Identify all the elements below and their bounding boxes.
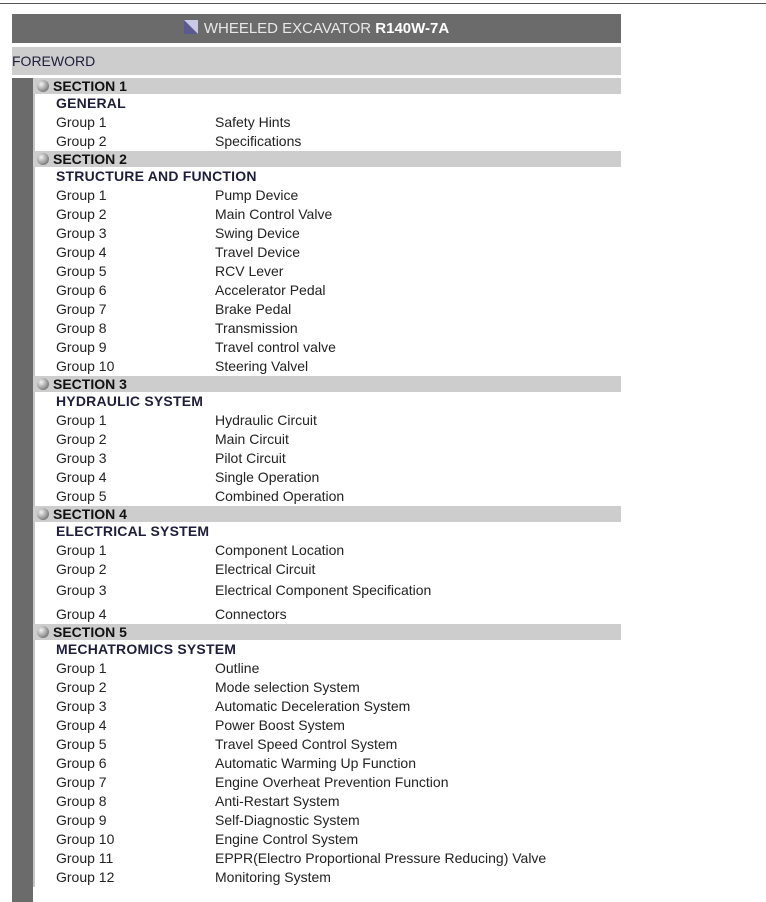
group-number: Group 1	[56, 187, 107, 203]
group-title: Brake Pedal	[215, 301, 292, 317]
group-title: Automatic Deceleration System	[215, 698, 411, 714]
group-link[interactable]	[56, 224, 621, 243]
group-link[interactable]	[56, 792, 621, 811]
section-label: SECTION 4	[53, 506, 127, 522]
group-title: Monitoring System	[215, 869, 331, 885]
section-header[interactable]	[33, 506, 621, 522]
group-title: Accelerator Pedal	[215, 282, 326, 298]
group-number: Group 11	[56, 850, 114, 866]
group-link[interactable]	[56, 449, 621, 468]
section-label: SECTION 1	[53, 78, 127, 94]
group-link[interactable]	[56, 754, 621, 773]
group-link[interactable]	[56, 468, 621, 487]
group-number: Group 4	[56, 606, 107, 622]
group-link[interactable]	[56, 205, 621, 224]
section-header[interactable]	[33, 151, 621, 167]
group-link[interactable]	[56, 262, 621, 281]
group-link[interactable]	[56, 319, 621, 338]
group-link[interactable]	[56, 541, 621, 560]
group-title: Self-Diagnostic System	[215, 812, 360, 828]
section-label: SECTION 5	[53, 624, 127, 640]
group-number: Group 2	[56, 206, 107, 222]
group-number: Group 2	[56, 431, 107, 447]
group-link[interactable]	[56, 186, 621, 205]
group-number: Group 10	[56, 831, 115, 847]
group-title: Single Operation	[215, 469, 320, 485]
group-title: Engine Overheat Prevention Function	[215, 774, 449, 790]
group-title: Steering Valvel	[215, 358, 309, 374]
group-link[interactable]	[56, 579, 621, 601]
group-number: Group 5	[56, 736, 107, 752]
group-link[interactable]	[56, 430, 621, 449]
group-title: Pump Device	[215, 187, 299, 203]
section-header[interactable]	[33, 624, 621, 640]
group-link[interactable]	[56, 659, 621, 678]
group-number: Group 4	[56, 717, 107, 733]
section-title: HYDRAULIC SYSTEM	[56, 393, 204, 409]
section-title: MECHATROMICS SYSTEM	[56, 641, 237, 657]
section-header[interactable]	[33, 78, 621, 94]
group-number: Group 3	[56, 698, 107, 714]
group-number: Group 9	[56, 339, 107, 355]
group-link[interactable]	[56, 132, 621, 151]
group-link[interactable]	[56, 735, 621, 754]
group-number: Group 1	[56, 542, 107, 558]
group-number: Group 10	[56, 358, 115, 374]
bullet-icon	[37, 80, 49, 92]
group-link[interactable]	[56, 281, 621, 300]
group-number: Group 6	[56, 755, 107, 771]
group-title: Automatic Warming Up Function	[215, 755, 416, 771]
group-title: Power Boost System	[215, 717, 345, 733]
group-number: Group 8	[56, 793, 107, 809]
group-link[interactable]	[56, 560, 621, 579]
group-number: Group 8	[56, 320, 107, 336]
group-number: Group 7	[56, 774, 107, 790]
group-link[interactable]	[56, 849, 621, 868]
group-link[interactable]	[56, 773, 621, 792]
group-number: Group 3	[56, 450, 107, 466]
group-title: Electrical Circuit	[215, 561, 316, 577]
group-title: Connectors	[215, 606, 287, 622]
group-link[interactable]	[56, 338, 621, 357]
group-title: Hydraulic Circuit	[215, 412, 317, 428]
group-title: RCV Lever	[215, 263, 284, 279]
group-number: Group 3	[56, 225, 107, 241]
group-title: Anti-Restart System	[215, 793, 340, 809]
group-title: Travel control valve	[215, 339, 336, 355]
group-number: Group 1	[56, 114, 107, 130]
group-link[interactable]	[56, 601, 621, 624]
group-number: Group 4	[56, 244, 107, 260]
group-title: Electrical Component Specification	[215, 582, 432, 598]
left-margin-bar	[12, 78, 33, 902]
group-number: Group 12	[56, 869, 115, 885]
bullet-icon	[37, 153, 49, 165]
bullet-icon	[37, 378, 49, 390]
group-number: Group 2	[56, 561, 107, 577]
group-number: Group 5	[56, 263, 107, 279]
group-number: Group 1	[56, 412, 107, 428]
group-title: Outline	[215, 660, 260, 676]
group-link[interactable]	[56, 113, 621, 132]
section-body	[33, 640, 621, 887]
section-body	[33, 94, 621, 151]
group-title: Engine Control System	[215, 831, 359, 847]
section-list	[33, 78, 621, 887]
group-number: Group 2	[56, 679, 107, 695]
group-link[interactable]	[56, 243, 621, 262]
group-number: Group 7	[56, 301, 107, 317]
model-name: R140W-7A	[375, 20, 450, 37]
group-link[interactable]	[56, 678, 621, 697]
group-title: Main Circuit	[215, 431, 289, 447]
group-link[interactable]	[56, 716, 621, 735]
group-title: Main Control Valve	[215, 206, 333, 222]
title-bar	[12, 14, 621, 43]
group-number: Group 6	[56, 282, 107, 298]
bullet-icon	[37, 508, 49, 520]
group-title: EPPR(Electro Proportional Pressure Reducing) Valve	[215, 850, 547, 866]
group-link[interactable]	[56, 868, 621, 887]
group-link[interactable]	[56, 411, 621, 430]
group-number: Group 4	[56, 469, 107, 485]
group-title: Travel Device	[215, 244, 301, 260]
document-icon	[184, 20, 198, 34]
group-title: Swing Device	[215, 225, 300, 241]
group-number: Group 2	[56, 133, 107, 149]
group-title: Transmission	[215, 320, 298, 336]
group-link[interactable]	[56, 697, 621, 716]
group-title: Specifications	[215, 133, 302, 149]
group-title: Safety Hints	[215, 114, 291, 130]
group-number: Group 5	[56, 488, 107, 504]
title-text: WHEELED EXCAVATOR	[203, 20, 372, 37]
group-link[interactable]	[56, 811, 621, 830]
section-body	[33, 392, 621, 506]
group-link[interactable]	[56, 830, 621, 849]
section-title: ELECTRICAL SYSTEM	[56, 523, 210, 539]
top-divider	[0, 3, 766, 4]
group-number: Group 1	[56, 660, 107, 676]
group-link[interactable]	[56, 300, 621, 319]
section-title: STRUCTURE AND FUNCTION	[56, 168, 257, 184]
group-link[interactable]	[56, 487, 621, 506]
section-label: SECTION 2	[53, 151, 127, 167]
group-title: Pilot Circuit	[215, 450, 286, 466]
group-title: Travel Speed Control System	[215, 736, 398, 752]
section-body	[33, 167, 621, 376]
group-number: Group 9	[56, 812, 107, 828]
section-label: SECTION 3	[53, 376, 127, 392]
group-link[interactable]	[56, 357, 621, 376]
group-title: Component Location	[215, 542, 345, 558]
section-title: GENERAL	[56, 95, 126, 111]
bullet-icon	[37, 626, 49, 638]
section-header[interactable]	[33, 376, 621, 392]
group-title: Mode selection System	[215, 679, 360, 695]
section-body	[33, 522, 621, 624]
foreword-link[interactable]: FOREWORD	[12, 47, 621, 75]
group-number: Group 3	[56, 582, 107, 598]
group-title: Combined Operation	[215, 488, 345, 504]
